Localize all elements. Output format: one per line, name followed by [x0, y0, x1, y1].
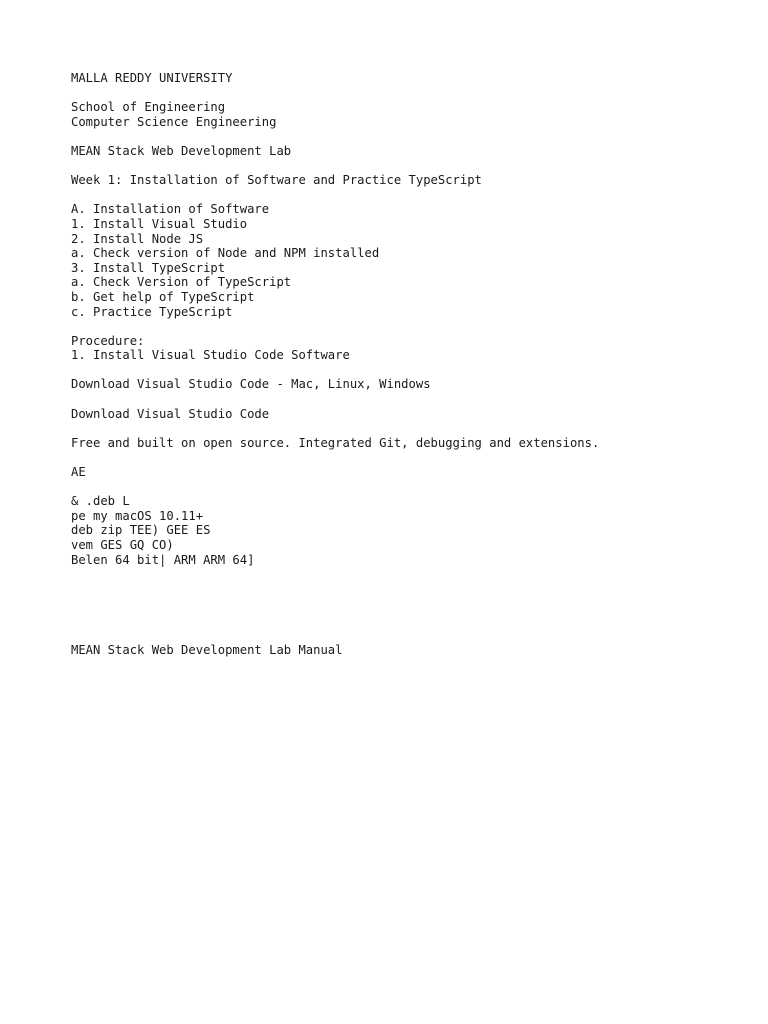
ocr-line: pe my macOS 10.11+	[71, 508, 204, 523]
university-name: MALLA REDDY UNIVERSITY	[71, 71, 233, 85]
outline-item: 3. Install TypeScript	[71, 260, 226, 275]
outline-item: A. Installation of Software	[71, 202, 270, 217]
outline-item: 1. Install Visual Studio	[71, 216, 248, 231]
download-title-block	[71, 377, 731, 392]
download-title: Download Visual Studio Code - Mac, Linux, Windows	[71, 377, 431, 392]
procedure-step: 1. Install Visual Studio Code Software	[71, 348, 350, 363]
description-text: Free and built on open source. Integrated Git, debugging and extensions.	[71, 435, 600, 450]
procedure-block	[71, 334, 731, 363]
ocr-short-text: AE	[71, 465, 86, 480]
document-page	[71, 71, 731, 582]
outline-item: 2. Install Node JS	[71, 231, 204, 246]
download-subtitle: Download Visual Studio Code	[71, 406, 270, 421]
department-name: Computer Science Engineering	[71, 114, 277, 129]
outline-item: a. Check Version of TypeScript	[71, 275, 292, 290]
outline-item: c. Practice TypeScript	[71, 304, 233, 319]
school-block	[71, 100, 731, 129]
procedure-heading: Procedure:	[71, 333, 145, 348]
ocr-short-block	[71, 465, 731, 480]
lab-title: MEAN Stack Web Development Lab	[71, 143, 292, 158]
ocr-line: Belen 64 bit| ARM ARM 64]	[71, 552, 255, 567]
university-block	[71, 71, 731, 86]
description-block	[71, 436, 731, 451]
lab-block	[71, 144, 731, 159]
ocr-line: vem GES GQ CO)	[71, 538, 174, 552]
outline-list	[71, 202, 731, 319]
week-block	[71, 173, 731, 188]
outline-item: a. Check version of Node and NPM installed	[71, 246, 380, 261]
ocr-lines-block	[71, 494, 731, 567]
page-footer: MEAN Stack Web Development Lab Manual	[71, 643, 343, 657]
outline-item: b. Get help of TypeScript	[71, 289, 255, 304]
ocr-line: deb zip TEE) GEE ES	[71, 523, 211, 538]
week-title: Week 1: Installation of Software and Practice TypeScript	[71, 173, 482, 188]
download-subtitle-block	[71, 407, 731, 422]
ocr-line: & .deb L	[71, 494, 130, 509]
school-name: School of Engineering	[71, 100, 226, 115]
